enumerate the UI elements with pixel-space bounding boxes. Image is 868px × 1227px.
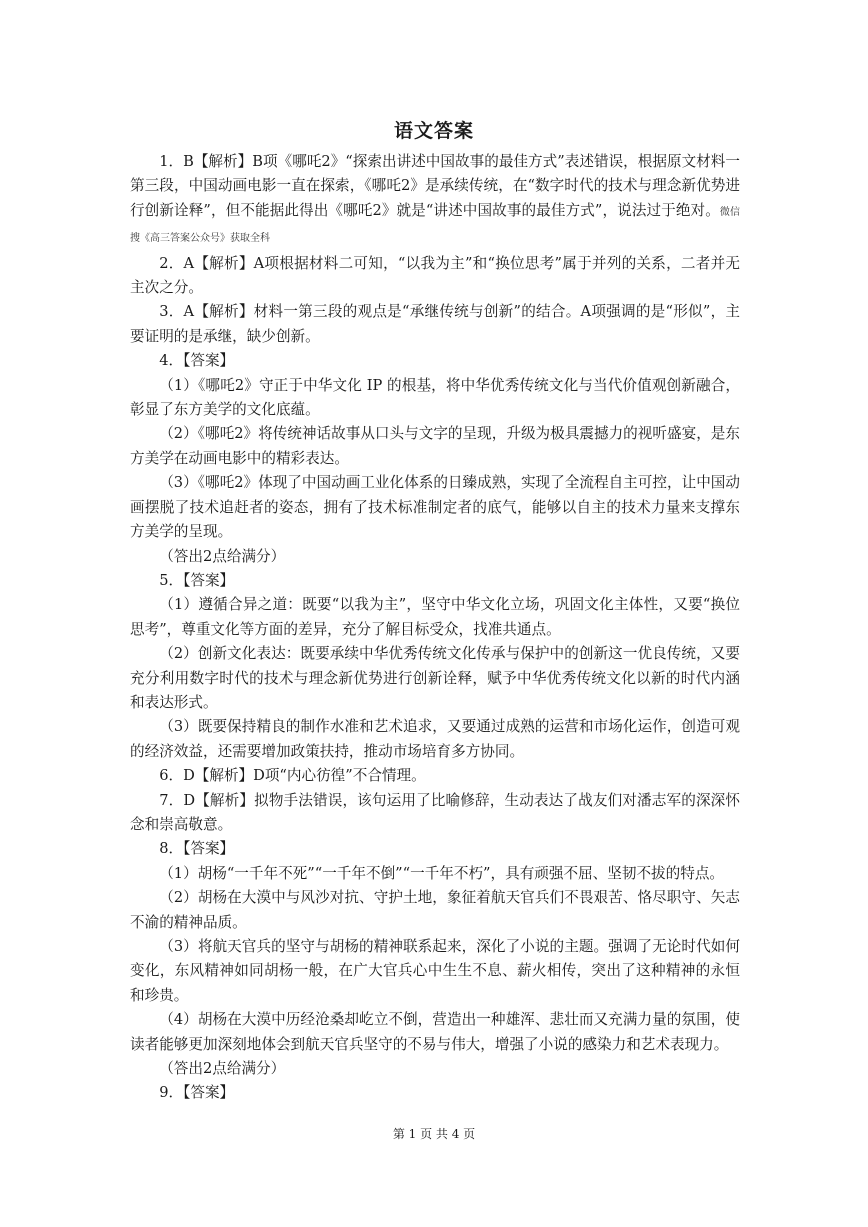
answer-q5-item-3: （3）既要保持精良的制作水准和艺术追求，又要通过成熟的运营和市场化运作，创造可观的经济效益，还需要增加政策扶持，推动市场培育多方协同。 [130, 718, 740, 760]
answer-q9-head: 9．【答案】 [159, 1084, 235, 1102]
answer-q8-item-2: （2）胡杨在大漠中与风沙对抗、守护土地，象征着航天官兵们不畏艰苦、恪尽职守、矢志不渝的精神品质。 [130, 889, 740, 931]
answer-q8-item-4: （4）胡杨在大漠中历经沧桑却屹立不倒，营造出一种雄浑、悲壮而又充满力量的氛围，使读者能够更加深刻地体会到航天官兵坚守的不易与伟大，增强了小说的感染力和艺术表现力。 [130, 1011, 740, 1053]
answer-q4-item-2: （2）《哪吒2》将传统神话故事从口头与文字的呈现，升级为极具震撼力的视听盛宴，是东方美学在动画电影中的精彩表达。 [130, 425, 740, 467]
answer-q5-item-1: （1）遵循合异之道：既要“以我为主”，坚守中华文化立场，巩固文化主体性，又要“换位思考”，尊重文化等方面的差异，充分了解目标受众，找准共通点。 [130, 596, 740, 638]
answer-q1-text: 1．B【解析】B项《哪吒2》“探索出讲述中国故事的最佳方式”表述错误，根据原文材料一第三段，中国动画电影一直在探索，《哪吒2》是承续传统，在“数字时代的技术与理念新优势进行创新诠释”，但不能据此得出《哪吒2》就是“讲述中国故事的最佳方式”，说法过于绝对。 [130, 153, 740, 219]
answer-q4-note: （答出2点给满分） [159, 547, 286, 565]
page-title: 语文答案 [393, 120, 474, 142]
answer-q4-head: 4．【答案】 [159, 352, 235, 370]
answer-q1 [130, 150, 740, 252]
answer-q6: 6．D【解析】D项“内心彷徨”不合情理。 [159, 767, 426, 785]
answer-q8-item-3: （3）将航天官兵的坚守与胡杨的精神联系起来，深化了小说的主题。强调了无论时代如何变化，东风精神如同胡杨一般，在广大官兵心中生生不息、薪火相传，突出了这种精神的永恒和珍贵。 [130, 938, 740, 1004]
answer-content [130, 150, 740, 1106]
page-footer: 第 1 页 共 4 页 [392, 1127, 476, 1141]
answer-q7: 7．D【解析】拟物手法错误，该句运用了比喻修辞，生动表达了战友们对潘志军的深深怀念和崇高敬意。 [130, 791, 740, 833]
answer-q5-item-2: （2）创新文化表达：既要承续中华优秀传统文化传承与保护中的创新这一优良传统，又要充分利用数字时代的技术与理念新优势进行创新诠释，赋予中华优秀传统文化以新的时代内涵和表达形式。 [130, 645, 740, 711]
answer-q8-head: 8．【答案】 [159, 840, 235, 858]
answer-q5-head: 5．【答案】 [159, 571, 235, 589]
answer-q4-item-3: （3）《哪吒2》体现了中国动画工业化体系的日臻成熟，实现了全流程自主可控，让中国动画摆脱了技术追赶者的姿态，拥有了技术标准制定者的底气，能够以自主的技术力量来支撑东方美学的呈现。 [130, 474, 740, 541]
answer-q8-note: （答出2点给满分） [159, 1060, 286, 1078]
answer-q4-item-1: （1）《哪吒2》守正于中华文化 IP 的根基，将中华优秀传统文化与当代价值观创新融合，彰显了东方美学的文化底蕴。 [130, 376, 740, 419]
watermark-note: 微信搜《高三答案公众号》获取全科 [130, 206, 741, 245]
answer-q8-item-1: （1）胡杨“一千年不死”“一千年不倒”“一千年不朽”，具有顽强不屈、坚韧不拔的特点。 [159, 864, 725, 882]
answer-q2: 2．A【解析】A项根据材料二可知，“以我为主”和“换位思考”属于并列的关系，二者并无主次之分。 [130, 254, 740, 297]
answer-q3: 3．A【解析】材料一第三段的观点是“承继传统与创新”的结合。A项强调的是“形似”，主要证明的是承继，缺少创新。 [130, 303, 740, 345]
